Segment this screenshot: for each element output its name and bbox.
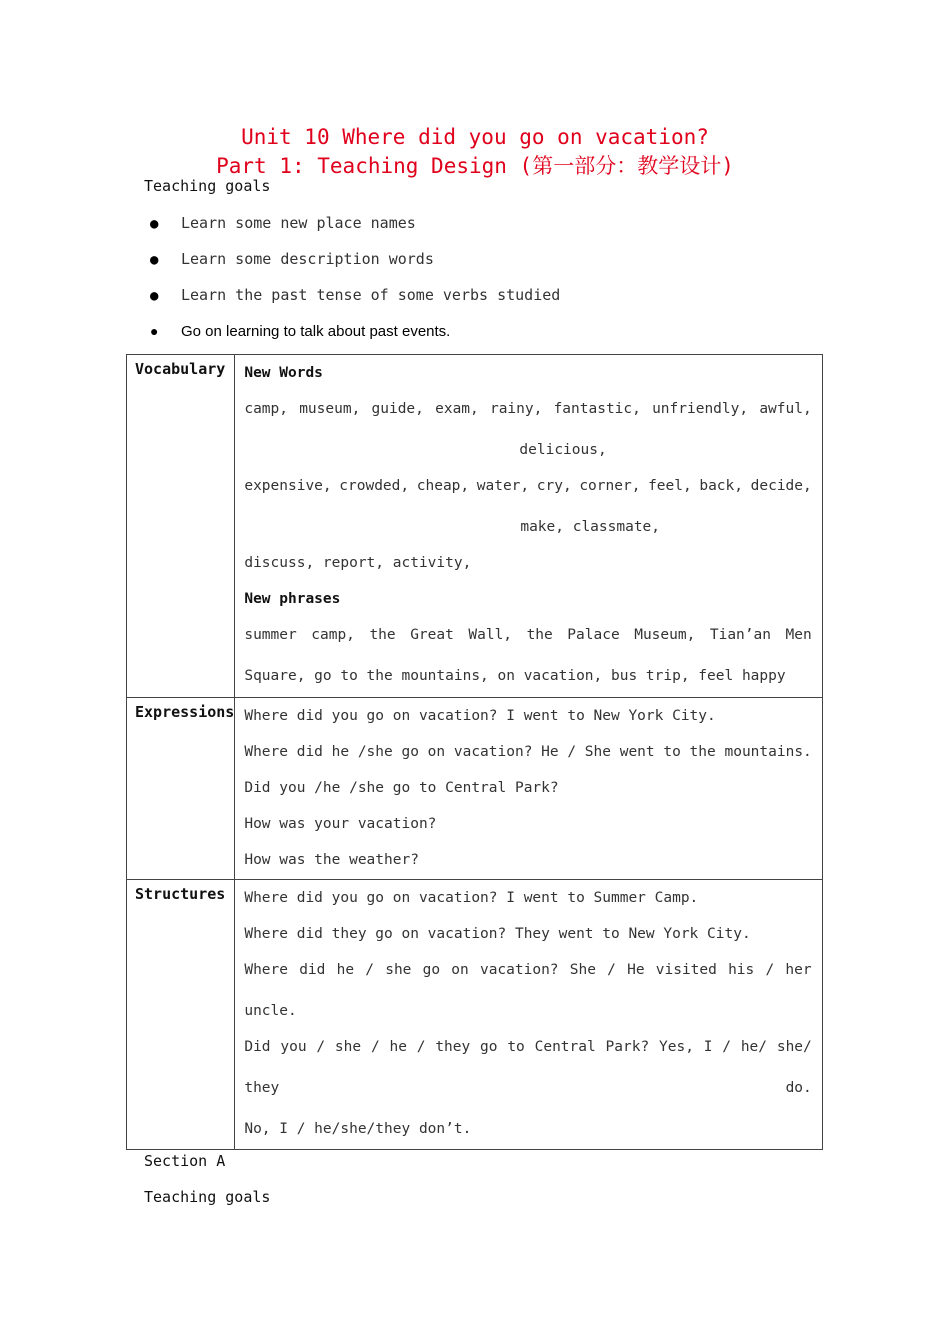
table-row bbox=[127, 355, 823, 698]
bullet-icon: ● bbox=[150, 252, 159, 268]
expression-line: Did you /he /she go to Central Park? bbox=[244, 780, 559, 796]
bullet-icon: ● bbox=[150, 216, 159, 232]
structures-cell bbox=[235, 880, 822, 1150]
expression-line: How was the weather? bbox=[244, 852, 419, 868]
structure-line-1: Where did you go on vacation? I went to Summer Camp. bbox=[244, 890, 699, 906]
table-row bbox=[127, 698, 823, 880]
expression-line: How was your vacation? bbox=[244, 816, 437, 832]
structure-line-5: Did you / she / he / they go to Central Park? Yes, I / he/ she/ bbox=[244, 1039, 812, 1055]
teaching-goals-heading: Teaching goals bbox=[144, 177, 271, 195]
phrases-line-1: summer camp, the Great Wall, the Palace Museum, Tian’an Men bbox=[244, 627, 812, 643]
new-words-heading: New Words bbox=[244, 365, 323, 381]
goal-item: ● Learn the past tense of some verbs studied bbox=[150, 282, 560, 318]
expression-line: Where did he /she go on vacation? He / She went to the mountains. bbox=[244, 744, 812, 760]
section-a-goals-heading: Teaching goals bbox=[144, 1188, 271, 1206]
section-a-heading: Section A bbox=[144, 1152, 226, 1170]
expressions-cell bbox=[235, 698, 822, 880]
phrases-line-2: Square, go to the mountains, on vacation, bus trip, feel happy bbox=[244, 668, 786, 684]
expression-line: Where did you go on vacation? I went to New York City. bbox=[244, 708, 716, 724]
bullet-icon: ● bbox=[150, 288, 159, 304]
expressions-label: Expressions bbox=[127, 698, 235, 880]
goals-list bbox=[150, 210, 560, 354]
bullet-icon: ● bbox=[150, 323, 159, 339]
unit-title: Unit 10 Where did you go on vacation? bbox=[241, 125, 709, 149]
words-line-1: camp, museum, guide, exam, rainy, fantastic, unfriendly, awful, bbox=[244, 401, 812, 417]
words-line-2: delicious, bbox=[519, 442, 607, 458]
structure-line-7: No, I / he/she/they don’t. bbox=[244, 1121, 472, 1137]
part-title: Part 1: Teaching Design (第一部分：教学设计) bbox=[216, 154, 734, 178]
structures-label: Structures bbox=[127, 880, 235, 1150]
content-table bbox=[126, 354, 823, 1150]
structure-line-2: Where did they go on vacation? They went to New York City. bbox=[244, 926, 751, 942]
words-line-5: discuss, report, activity, bbox=[244, 555, 472, 571]
vocabulary-label: Vocabulary bbox=[127, 355, 235, 698]
structure-line-4: uncle. bbox=[244, 1003, 297, 1019]
structure-line-3: Where did he / she go on vacation? She / He visited his / her bbox=[244, 962, 812, 978]
goal-item: ● Go on learning to talk about past events. bbox=[150, 318, 560, 354]
goal-item: ● Learn some description words bbox=[150, 246, 560, 282]
table-row bbox=[127, 880, 823, 1150]
words-line-3: expensive, crowded, cheap, water, cry, corner, feel, back, decide, bbox=[244, 478, 812, 494]
structure-line-6: they do. bbox=[244, 1080, 812, 1096]
new-phrases-heading: New phrases bbox=[244, 591, 341, 607]
goal-item: ● Learn some new place names bbox=[150, 210, 560, 246]
words-line-4: make, classmate, bbox=[520, 519, 661, 535]
vocabulary-cell bbox=[235, 355, 822, 698]
